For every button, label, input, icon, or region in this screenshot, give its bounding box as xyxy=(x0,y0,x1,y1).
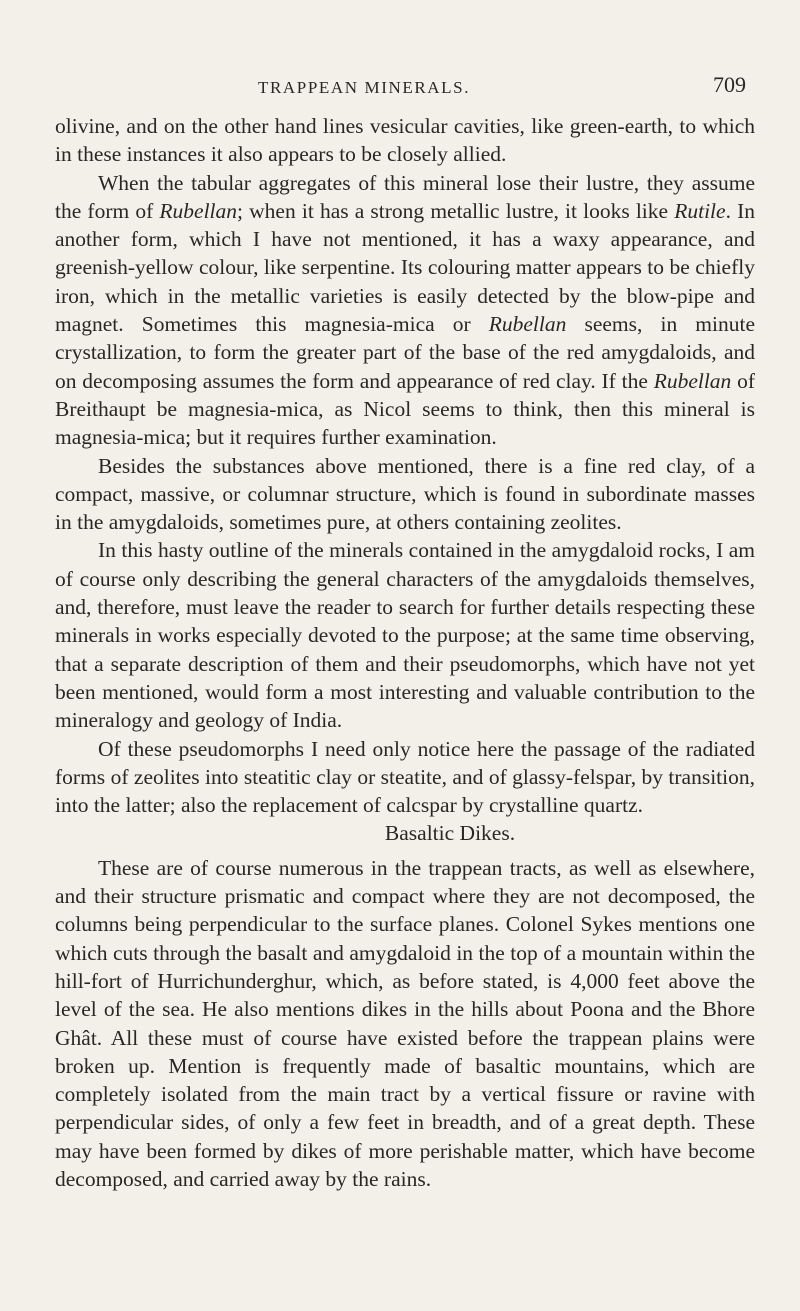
text-run: When the tabular aggregates of this mineral lose their lustre, they assume the form of xyxy=(55,170,755,223)
paragraph-rubellan xyxy=(55,169,755,452)
mineral-name-italic: Rubellan xyxy=(159,198,238,223)
mineral-name-italic: Rubellan xyxy=(653,368,732,393)
paragraph-basaltic-dikes: These are of course numerous in the trappean tracts, as well as elsewhere, and their structure prismatic and compact where they are not decomposed, the columns being perpendicular to the surface planes. Colonel Sykes mentions one which cuts through the basalt and amygdaloid in the top of a mountain within the hill-fort of Hurrichunderghur, which, as before stated, is 4,000 feet above the level of the sea. He also mentions dikes in the hills about Poona and the Bhore Ghât. All these must of course have existed before the trappean plains were broken up. Mention is frequently made of basaltic mountains, which are completely isolated from the main tract by a vertical fissure or ravine with perpendicular sides, of only a few feet in breadth, and of a great depth. These may have been formed by dikes of more perishable matter, which have become decomposed, and carried away by the rains. xyxy=(55,855,755,1191)
text-run: . In another form, which I have not mentioned, it has a waxy appearance, and greenish-yellow colour, like serpentine. Its colouring matter appears to be chiefly iron, which in the metallic varieties is easily detected by the blow-pipe and magnet. Sometimes this magnesia-mica or xyxy=(55,198,756,337)
mineral-name-italic: Rubellan xyxy=(488,312,567,337)
paragraph-red-clay: Besides the substances above mentioned, there is a fine red clay, of a compact, massive, or columnar structure, which is found in subordinate masses in the amygdaloids, sometimes pure, at others containing zeolites. xyxy=(55,453,755,535)
running-head xyxy=(0,72,800,108)
mineral-name-italic: Rutile xyxy=(674,198,726,223)
text-run: of Breithaupt be magnesia-mica, as Nicol seems to think, then this mineral is magnesia-mica; but it requires further examination. xyxy=(55,368,756,450)
page-number: 709 xyxy=(713,72,746,97)
running-title: TRAPPEAN MINERALS. xyxy=(258,78,471,97)
text-run: ; when it has a strong metallic lustre, it looks like xyxy=(237,198,675,223)
text-run: seems, in minute crystallization, to form the greater part of the base of the red amygdaloids, and on decomposing assumes the form and appearance of red clay. If the xyxy=(55,312,755,393)
paragraph-pseudomorphs: Of these pseudomorphs I need only notice here the passage of the radiated forms of zeolites into steatitic clay or steatite, and of glassy-felspar, by transition, into the latter; also the replacement of calcspar by crystalline quartz. xyxy=(55,736,755,818)
body-text xyxy=(55,112,755,1193)
paragraph-continuation: olivine, and on the other hand lines vesicular cavities, like green-earth, to which in these instances it also appears to be closely allied. xyxy=(55,114,755,167)
paragraph-outline: In this hasty outline of the minerals contained in the amygdaloid rocks, I am of course only describing the general characters of the amygdaloids themselves, and, therefore, must leave the reader to search for further details respecting these minerals in works especially devoted to the purpose; at the same time observing, that a separate description of them and their pseudomorphs, which have not yet been mentioned, would form a most interesting and valuable contribution to the mineralogy and geology of India. xyxy=(55,538,755,733)
section-heading: Basaltic Dikes. xyxy=(384,821,516,846)
